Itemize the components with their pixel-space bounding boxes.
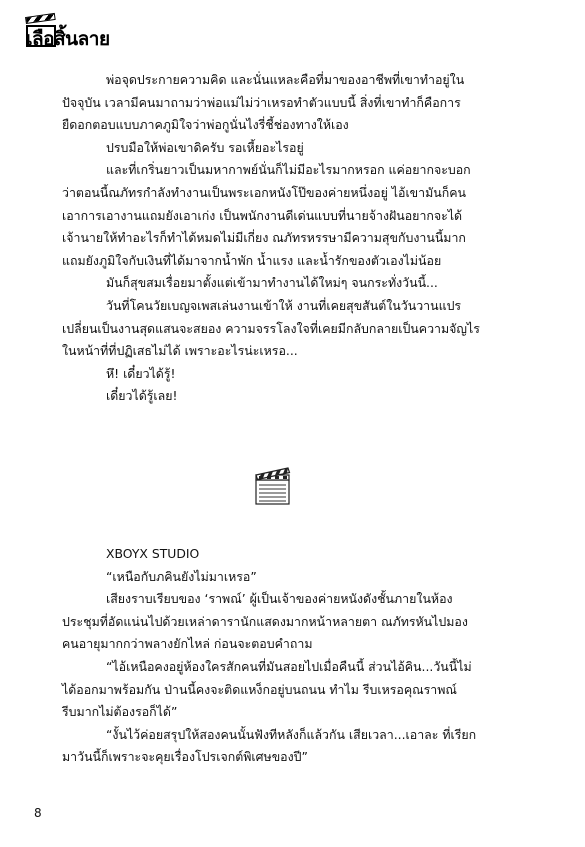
- clapper-logo-icon: [25, 13, 56, 24]
- text-line: ว่าตอนนี้ณภัทรกำลังทำงานเป็นพระเอกหนังโป๊ของค่ายหนึ่งอยู่ ไอ้เขามันก็คน: [62, 184, 467, 200]
- text-line: เดี๋ยวได้รู้เลย!: [106, 388, 178, 404]
- text-line: เสียงราบเรียบของ ‘ราพณ์’ ผู้เป็นเจ้าของค่ายหนังดังชั้นภายในห้อง: [106, 591, 453, 607]
- book-logo: [26, 14, 110, 48]
- text-line: เอาการเอางานแถมยังเอาเก่ง เป็นพนักงานดีเด่นแบบที่นายจ้างฝันอยากจะได้: [62, 207, 463, 223]
- text-line: ประชุมที่อัดแน่นไปด้วยเหล่าดารานักแสดงมากหน้าหลายตา ณภัทรหันไปมอง: [62, 613, 468, 629]
- text-line: มาวันนี้ก็เพราะจะคุยเรื่องโปรเจกต์พิเศษของปี”: [62, 749, 308, 765]
- story-text-top: [62, 69, 502, 408]
- text-line: มันก็สุขสมเรื่อยมาตั้งแต่เข้ามาทำงานได้ใหม่ๆ จนกระทั่งวันนี้...: [106, 275, 438, 291]
- text-line: หึ! เดี๋ยวได้รู้!: [106, 365, 176, 381]
- text-line: “เหนือกับภคินยังไม่มาเหรอ”: [106, 568, 257, 584]
- text-line: พ่อจุดประกายความคิด และนั่นแหละคือที่มาของอาชีพที่เขาทำอยู่ใน: [106, 72, 465, 87]
- text-line: ได้ออกมาพร้อมกัน ป่านนี้คงจะติดแหง็กอยู่บนถนน ทำไม รีบเหรอคุณราพณ์: [62, 681, 457, 697]
- page-number: 8: [34, 806, 42, 820]
- book-title-logo: เลือสิ้นลาย: [26, 28, 110, 50]
- text-line: “งั้นไว้ค่อยสรุปให้สองคนนั้นฟังทีหลังก็แล้วกัน เสียเวลา...เอาละ ที่เรียก: [106, 726, 477, 742]
- clapperboard-icon: [253, 466, 293, 508]
- text-line: “ไอ้เหนือคงอยู่ห้องใครสักคนที่มันสอยไปเมื่อคืนนี้ ส่วนไอ้คิน...วันนี้ไม่: [106, 658, 472, 674]
- text-line: เปลี่ยนเป็นงานสุดแสนจะสยอง ความจรรโลงใจที่เคยมีกลับกลายเป็นความจัญไร: [62, 320, 480, 336]
- text-line: เจ้านายให้ทำอะไรก็ทำได้หมดไม่มีเกี่ยง ณภัทรหรรษามีความสุขกับงานนี้มาก: [62, 230, 466, 246]
- text-line: วันที่โคนวัยเบญจเพสเล่นงานเข้าให้ งานที่เคยสุขสันต์ในวันวานแปร: [106, 297, 462, 313]
- text-line: ปรบมือให้พ่อเขาดิครับ รอเหี้ยอะไรอยู่: [106, 139, 304, 155]
- text-line: ปัจจุบัน เวลามีคนมาถามว่าพ่อแม่ไม่ว่าเหรอทำตัวแบบนี้ สิ่งที่เขาทำก็คือการ: [62, 94, 461, 110]
- text-line: ยืดอกตอบแบบภาคภูมิใจว่าพ่อกูนั่นไงรี่ชี้ช่องทางให้เอง: [62, 117, 349, 133]
- text-line: ในหน้าที่ที่ปฏิเสธไม่ได้ เพราะอะไรน่ะเหรอ...: [62, 343, 298, 359]
- text-line: และที่เกริ่นยาวเป็นมหากาพย์นั่นก็ไม่มีอะไรมากหรอก แค่อยากจะบอก: [106, 162, 471, 178]
- text-line: คนอายุมากกว่าพลางยักไหล่ ก่อนจะตอบคำถาม: [62, 636, 313, 652]
- text-line: แถมยังภูมิใจกับเงินที่ได้มาจากน้ำพัก น้ำแรง และน้ำรักของตัวเองไม่น้อย: [62, 252, 442, 268]
- story-text-bottom: [62, 543, 502, 769]
- text-line: XBOYX STUDIO: [106, 546, 200, 561]
- text-line: รีบมากไม่ต้องรอก็ได้”: [62, 704, 178, 720]
